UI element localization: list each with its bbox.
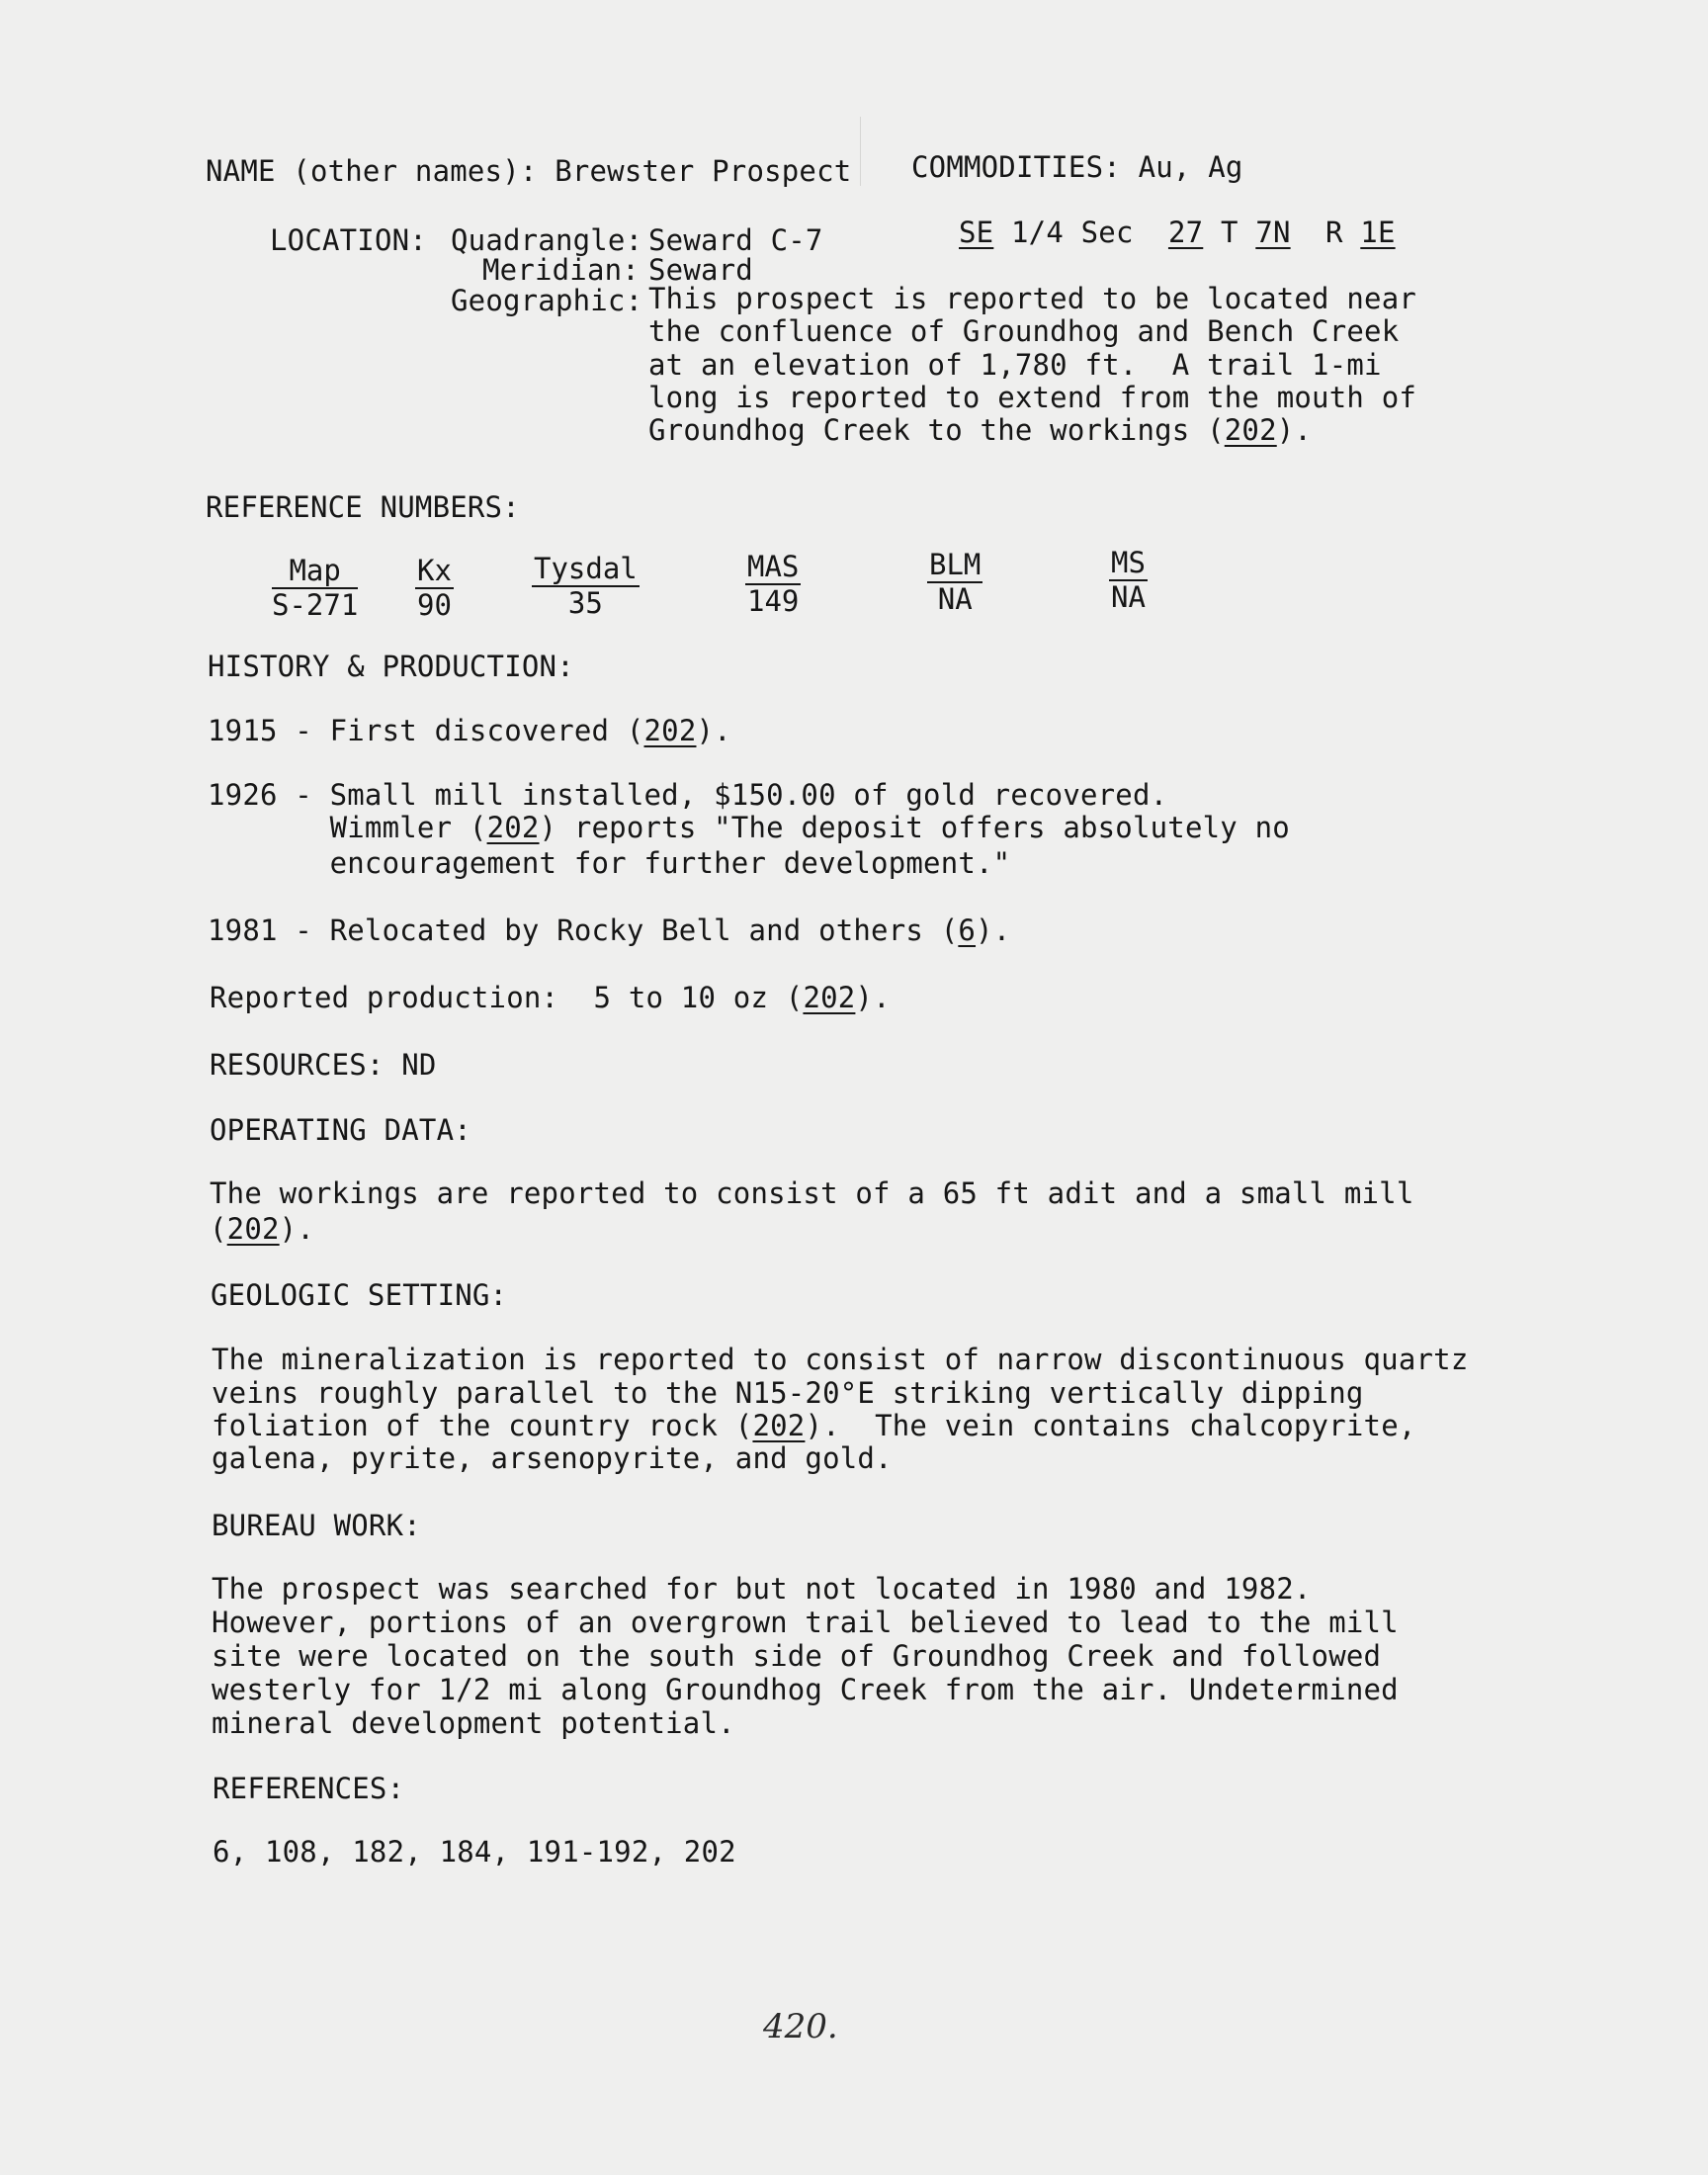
ref-link: 202 (803, 981, 856, 1014)
section-line (959, 216, 1396, 249)
history-1981: 1981 - Relocated by Rocky Bell and others (6). (208, 914, 1011, 947)
range-label: R (1324, 216, 1343, 249)
ref-tysdal: Tysdal 35 (534, 552, 638, 620)
location-label: LOCATION: (270, 223, 427, 257)
ref-kx: Kx 90 (417, 554, 452, 622)
ref-link: 202 (643, 714, 697, 747)
geographic-label: Geographic: (451, 284, 643, 317)
operating-label: OPERATING DATA: (210, 1113, 471, 1147)
ref-link: 202 (1224, 413, 1277, 447)
ref-map: Map S-271 (272, 554, 359, 622)
ref-blm: BLM NA (929, 548, 982, 616)
commodities-line (911, 150, 1243, 184)
geographic-line-4: long is reported to extend from the mouth of (648, 381, 1417, 414)
quarter-suffix: 1/4 Sec (1011, 216, 1134, 249)
resources-line: RESOURCES: ND (210, 1048, 437, 1082)
history-1926-line-1: 1926 - Small mill installed, $150.00 of gold recovered. (208, 778, 1168, 812)
geologic-label: GEOLOGIC SETTING: (211, 1278, 508, 1312)
geographic-line-1: This prospect is reported to be located near (648, 282, 1417, 315)
geographic-line-5: Groundhog Creek to the workings (202). (648, 413, 1313, 447)
ref-link: 202 (752, 1409, 806, 1442)
ref-link: 202 (486, 811, 540, 844)
commodities-value: Au, Ag (1138, 150, 1243, 184)
ref-link: 202 (226, 1212, 280, 1246)
name-label: NAME (other names): (206, 154, 538, 188)
prospect-name: Brewster Prospect (555, 154, 852, 188)
quadrangle-value: Seward C-7 (648, 223, 823, 257)
quadrangle-label: Quadrangle: (451, 223, 643, 257)
reference-numbers-label: REFERENCE NUMBERS: (206, 490, 520, 524)
history-1926-line-2: Wimmler (202) reports "The deposit offers absolutely no (208, 811, 1290, 844)
reported-production: Reported production: 5 to 10 oz (202). (210, 981, 891, 1014)
commodities-label: COMMODITIES: (911, 150, 1121, 184)
history-label: HISTORY & PRODUCTION: (208, 650, 574, 683)
section-value: 27 (1167, 216, 1204, 249)
township-label: T (1220, 216, 1238, 249)
references-label: REFERENCES: (213, 1772, 405, 1805)
history-1915: 1915 - First discovered (202). (208, 714, 731, 747)
geologic-line-4: galena, pyrite, arsenopyrite, and gold. (212, 1441, 893, 1475)
quarter-value: SE (959, 216, 994, 249)
page-number: 420. (763, 2007, 838, 2046)
geologic-line-1: The mineralization is reported to consist of narrow discontinuous quartz (212, 1343, 1469, 1376)
ref-link: 6 (958, 914, 977, 947)
bureau-text: The prospect was searched for but not located in 1980 and 1982. However, portions of an overgrown trail believed to lead to the mill site were located on the south side of Groundhog Creek and followed westerly for 1/2 mi along Groundhog Creek from the air. Undetermined mineral development potential. (212, 1572, 1399, 1740)
township-value: 7N (1255, 216, 1291, 249)
geographic-line-2: the confluence of Groundhog and Bench Creek (648, 314, 1400, 348)
range-value: 1E (1360, 216, 1396, 249)
name-line (206, 154, 851, 188)
bureau-label: BUREAU WORK: (212, 1509, 421, 1542)
ref-ms: MS NA (1111, 546, 1146, 614)
geologic-line-2: veins roughly parallel to the N15-20°E striking vertically dipping (212, 1376, 1364, 1410)
geographic-line-3: at an elevation of 1,780 ft. A trail 1-mi (648, 348, 1382, 382)
header-divider (860, 117, 861, 186)
operating-line-1: The workings are reported to consist of a 65 ft adit and a small mill (210, 1176, 1414, 1210)
operating-line-2: (202). (210, 1212, 314, 1246)
history-1926-line-3: encouragement for further development." (208, 846, 1011, 880)
ref-mas: MAS 149 (747, 550, 800, 618)
meridian-value: Seward (648, 253, 753, 287)
geologic-line-3: foliation of the country rock (202). The vein contains chalcopyrite, (212, 1409, 1416, 1442)
references-list: 6, 108, 182, 184, 191-192, 202 (213, 1835, 736, 1869)
meridian-label: Meridian: (482, 253, 640, 287)
